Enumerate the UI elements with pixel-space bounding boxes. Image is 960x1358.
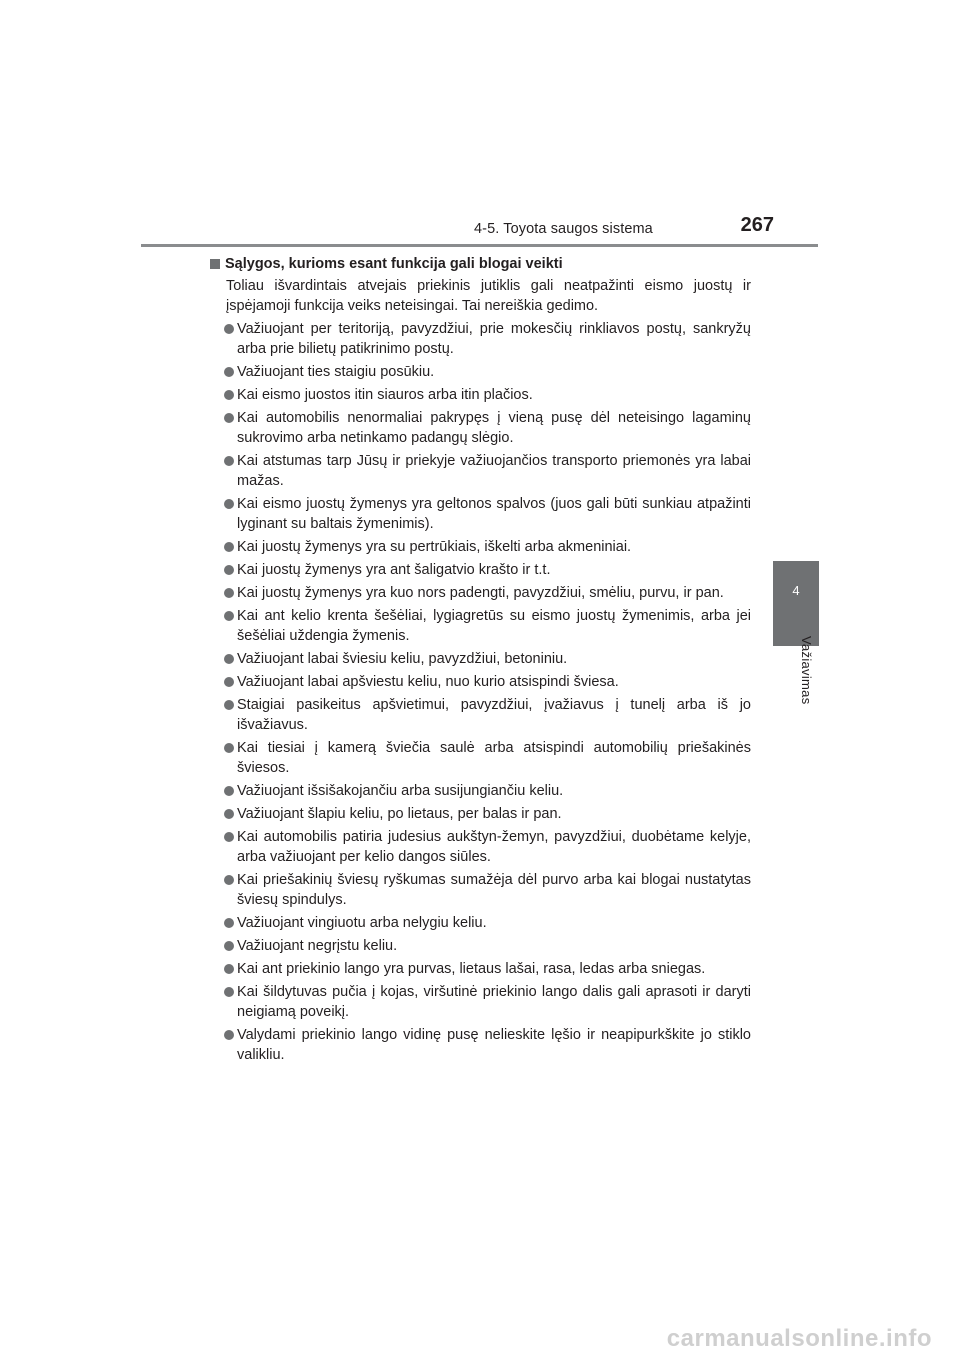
list-item <box>210 537 751 557</box>
list-item <box>210 451 751 491</box>
round-bullet-icon <box>224 700 234 710</box>
chapter-label: Važiavimas <box>799 635 814 705</box>
round-bullet-icon <box>224 786 234 796</box>
list-item-text: Kai automobilis nenormaliai pakrypęs į vieną pusę dėl neteisingo lagaminų sukrovimo arba netinkamo padangų slėgio. <box>237 410 751 446</box>
list-item <box>210 1025 751 1065</box>
round-bullet-icon <box>224 941 234 951</box>
section-intro: Toliau išvardintais atvejais priekinis jutiklis gali neatpažinti eismo juostų ir įspėjamoji funkcija veiks neteisingai. Tai nereiškia gedimo. <box>226 278 751 314</box>
list-item <box>210 606 751 646</box>
round-bullet-icon <box>224 677 234 687</box>
list-item <box>210 583 751 603</box>
list-item-text: Važiuojant išsišakojančiu arba susijungiančiu keliu. <box>237 783 564 799</box>
list-item-text: Valydami priekinio lango vidinę pusę nelieskite lęšio ir neapipurkškite jo stiklo valikliu. <box>237 1027 751 1063</box>
list-item <box>210 959 751 979</box>
list-item-text: Važiuojant negrįstu keliu. <box>237 938 398 954</box>
list-item <box>210 494 751 534</box>
round-bullet-icon <box>224 542 234 552</box>
round-bullet-icon <box>224 588 234 598</box>
list-item-text: Staigiai pasikeitus apšvietimui, pavyzdžiui, įvažiavus į tunelį arba iš jo išvažiavus. <box>237 697 751 733</box>
list-item <box>210 982 751 1022</box>
list-item-text: Kai tiesiai į kamerą šviečia saulė arba atsispindi automobilių priešakinės šviesos. <box>237 740 751 776</box>
list-item-text: Kai juostų žymenys yra su pertrūkiais, iškelti arba akmeniniai. <box>237 539 632 555</box>
list-item-text: Važiuojant šlapiu keliu, po lietaus, per balas ir pan. <box>237 806 562 822</box>
section-heading-text: Sąlygos, kurioms esant funkcija gali blogai veikti <box>225 256 563 272</box>
round-bullet-icon <box>224 832 234 842</box>
list-item <box>210 781 751 801</box>
list-item-text: Važiuojant per teritoriją, pavyzdžiui, prie mokesčių rinkliavos postų, sankryžų arba prie bilietų patikrinimo postų. <box>237 321 751 357</box>
round-bullet-icon <box>224 809 234 819</box>
list-item <box>210 408 751 448</box>
round-bullet-icon <box>224 743 234 753</box>
list-item-text: Važiuojant labai apšviestu keliu, nuo kurio atsispindi šviesa. <box>237 674 619 690</box>
chapter-number: 4 <box>792 583 800 598</box>
list-item <box>210 385 751 405</box>
list-item-text: Kai juostų žymenys yra ant šaligatvio krašto ir t.t. <box>237 562 551 578</box>
list-item-text: Važiuojant ties staigiu posūkiu. <box>237 364 435 380</box>
list-item-text: Važiuojant labai šviesiu keliu, pavyzdžiui, betoniniu. <box>237 651 568 667</box>
round-bullet-icon <box>224 499 234 509</box>
header-section-title: 4-5. Toyota saugos sistema <box>474 221 653 237</box>
round-bullet-icon <box>224 875 234 885</box>
list-item-text: Kai automobilis patiria judesius aukštyn-žemyn, pavyzdžiui, duobėtame kelyje, arba važiuojant per kelio dangos siūles. <box>237 829 751 865</box>
list-item <box>210 913 751 933</box>
list-item <box>210 649 751 669</box>
list-item <box>210 827 751 867</box>
page-number: 267 <box>740 214 774 236</box>
list-item <box>210 672 751 692</box>
round-bullet-icon <box>224 987 234 997</box>
round-bullet-icon <box>224 1030 234 1040</box>
list-item-text: Kai ant priekinio lango yra purvas, lietaus lašai, rasa, ledas arba sniegas. <box>237 961 706 977</box>
watermark <box>0 1320 960 1358</box>
section-heading <box>210 254 751 274</box>
round-bullet-icon <box>224 565 234 575</box>
round-bullet-icon <box>224 654 234 664</box>
round-bullet-icon <box>224 611 234 621</box>
list-item-text: Kai šildytuvas pučia į kojas, viršutinė priekinio lango dalis gali aprasoti ir daryti neigiamą poveikį. <box>237 984 751 1020</box>
square-bullet-icon <box>210 259 220 269</box>
list-item <box>210 362 751 382</box>
round-bullet-icon <box>224 390 234 400</box>
conditions-list <box>210 319 751 1065</box>
round-bullet-icon <box>224 413 234 423</box>
list-item-text: Kai priešakinių šviesų ryškumas sumažėja dėl purvo arba kai blogai nustatytas šviesų spindulys. <box>237 872 751 908</box>
list-item <box>210 804 751 824</box>
list-item <box>210 738 751 778</box>
watermark-text: carmanualsonline.info <box>666 1325 932 1352</box>
list-item-text: Važiuojant vingiuotu arba nelygiu keliu. <box>237 915 487 931</box>
round-bullet-icon <box>224 918 234 928</box>
main-content <box>210 254 751 1065</box>
round-bullet-icon <box>224 964 234 974</box>
list-item-text: Kai eismo juostos itin siauros arba itin plačios. <box>237 387 533 403</box>
round-bullet-icon <box>224 367 234 377</box>
round-bullet-icon <box>224 456 234 466</box>
list-item <box>210 870 751 910</box>
list-item-text: Kai juostų žymenys yra kuo nors padengti, pavyzdžiui, smėliu, purvu, ir pan. <box>237 585 724 601</box>
round-bullet-icon <box>224 324 234 334</box>
header-divider <box>141 244 818 247</box>
list-item <box>210 560 751 580</box>
list-item-text: Kai ant kelio krenta šešėliai, lygiagretūs su eismo juostų žymenimis, arba jei šešėliai uždengia žymenis. <box>237 608 751 644</box>
list-item-text: Kai eismo juostų žymenys yra geltonos spalvos (juos gali būti sunkiau atpažinti lyginant su baltais žymenimis). <box>237 496 751 532</box>
list-item <box>210 319 751 359</box>
list-item-text: Kai atstumas tarp Jūsų ir priekyje važiuojančios transporto priemonės yra labai mažas. <box>237 453 751 489</box>
list-item <box>210 936 751 956</box>
list-item <box>210 695 751 735</box>
